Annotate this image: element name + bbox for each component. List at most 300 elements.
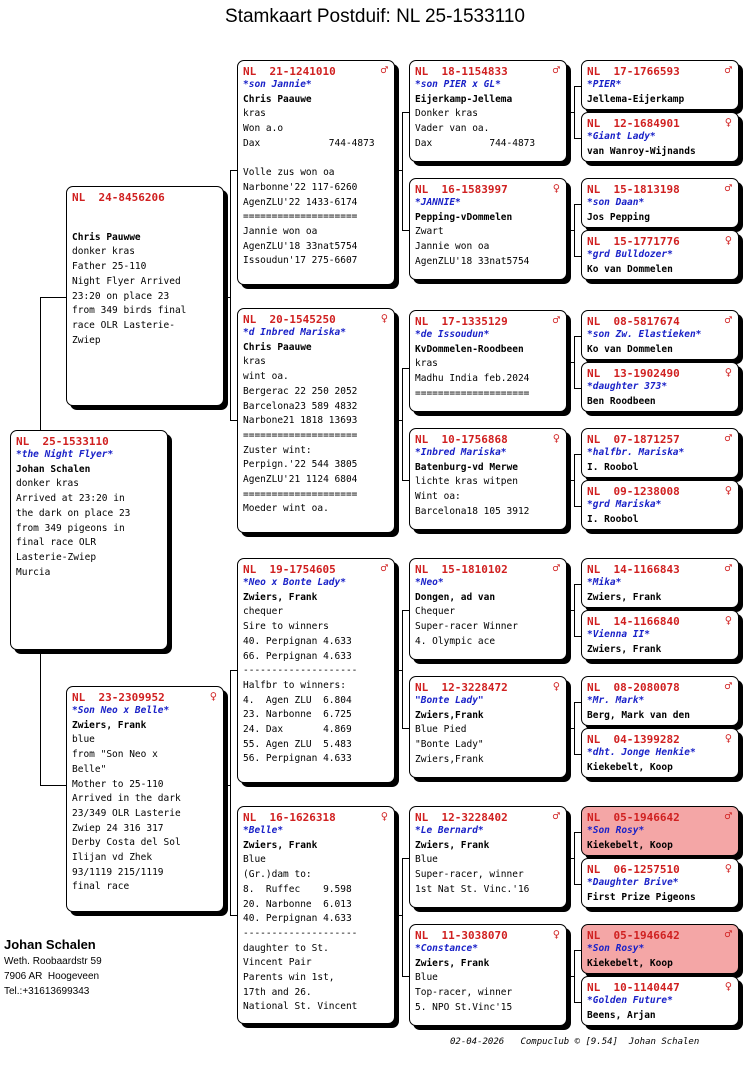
card-line: 1st Nat St. Vinc.'16: [415, 883, 530, 895]
card-line: Narbonne'22 117-6260: [243, 181, 358, 193]
card-line: Issoudun'17 275-6607: [243, 255, 358, 267]
breeder-name: Jellema-Eijerkamp: [587, 93, 685, 105]
breeder-name: Chris Pauwwe: [72, 231, 141, 243]
card-line: Zwiep: [72, 334, 101, 346]
card-line: 5. NPO St.Vinc'15: [415, 1001, 513, 1013]
ring-number: NL 04-1399282: [587, 733, 680, 746]
ring-number: NL 07-1871257: [587, 433, 680, 446]
pigeon-name: *son Jannie*: [243, 79, 312, 90]
card-line: [72, 216, 220, 231]
pigeon-name: "Bonte Lady": [415, 695, 484, 706]
card-line: 8. Ruffec 9.598: [243, 883, 352, 895]
breeder-name: Chris Paauwe: [243, 341, 312, 353]
pigeon-name: *son Daan*: [587, 197, 645, 208]
female-symbol-icon: ♀: [724, 731, 732, 745]
connector-line: [574, 636, 581, 637]
pigeon-card: [10, 430, 168, 650]
connector-line: [567, 230, 574, 231]
card-line: from 349 pigeons in: [16, 522, 125, 534]
female-symbol-icon: ♀: [380, 311, 388, 325]
card-line: Zwiers,Frank: [415, 753, 484, 765]
card-line: ====================: [243, 429, 358, 441]
pigeon-card: [66, 186, 224, 406]
connector-line: [574, 388, 581, 389]
card-line: final race: [72, 881, 130, 893]
ring-number: NL 16-1626318: [243, 811, 336, 824]
card-line: Dax 744-4873: [415, 137, 536, 149]
pigeon-name: *Constance*: [415, 943, 478, 954]
card-line: 24. Dax 4.869: [243, 724, 352, 736]
pigeon-name: *de Issoudun*: [415, 329, 490, 340]
connector-line: [574, 702, 575, 754]
breeder-name: Zwiers, Frank: [415, 839, 490, 851]
ring-number: NL 23-2309952: [72, 691, 165, 704]
pigeon-card: [409, 558, 567, 660]
card-line: Ilijan vd Zhek: [72, 852, 153, 864]
connector-line: [574, 832, 575, 884]
card-line: from 349 birds final: [72, 305, 187, 317]
pigeon-name: *Neo*: [415, 577, 444, 588]
connector-line: [574, 584, 581, 585]
connector-line: [402, 610, 403, 728]
pigeon-name: *the Night Flyer*: [16, 449, 114, 460]
connector-line: [402, 112, 409, 113]
card-line: Lasterie-Zwiep: [16, 551, 97, 563]
card-line: Blue: [243, 854, 266, 866]
card-line: Blue: [415, 972, 438, 984]
card-line: Perpign.'22 544 3805: [243, 459, 358, 471]
female-symbol-icon: ♀: [552, 927, 560, 941]
pigeon-card: [237, 308, 395, 533]
breeder-name: Zwiers, Frank: [243, 591, 318, 603]
pigeon-card: [581, 610, 739, 660]
card-line: Mother to 25-110: [72, 778, 164, 790]
pigeon-name: *Daughter Brive*: [587, 877, 679, 888]
pigeon-name: *Neo x Bonte Lady*: [243, 577, 346, 588]
connector-line: [402, 976, 409, 977]
connector-line: [40, 297, 66, 298]
connector-line: [574, 950, 581, 951]
connector-line: [574, 336, 581, 337]
ring-number: NL 05-1946642: [587, 929, 680, 942]
pigeon-name: *daughter 373*: [587, 381, 668, 392]
card-line: Blue Pied: [415, 724, 467, 736]
owner-phone: Tel.:+31613699343: [4, 986, 90, 997]
pigeon-name: *Son Neo x Belle*: [72, 705, 170, 716]
card-line: Arrived at 23:20 in: [16, 493, 125, 505]
pigeon-name: *grd Bulldozer*: [587, 249, 673, 260]
connector-line: [402, 112, 403, 230]
pigeon-card: [581, 112, 739, 162]
pigeon-name: *Giant Lady*: [587, 131, 656, 142]
female-symbol-icon: ♀: [724, 613, 732, 627]
breeder-name: Kiekebelt, Koop: [587, 957, 673, 969]
pigeon-name: *Son Rosy*: [587, 825, 645, 836]
pigeon-card: [581, 858, 739, 908]
connector-line: [574, 86, 575, 138]
card-line: blue: [72, 734, 95, 746]
card-line: Derby Costa del Sol: [72, 837, 181, 849]
pigeon-card: [581, 676, 739, 726]
connector-line: [230, 170, 231, 420]
ring-number: NL 15-1771776: [587, 235, 680, 248]
male-symbol-icon: ♂: [380, 561, 388, 575]
card-line: Donker kras: [415, 108, 478, 120]
card-line: Volle zus won oa: [243, 167, 335, 179]
connector-line: [574, 754, 581, 755]
card-line: Chequer: [415, 606, 456, 618]
pigeon-card: [237, 60, 395, 285]
card-line: from "Son Neo x: [72, 749, 158, 761]
ring-number: NL 12-1684901: [587, 117, 680, 130]
male-symbol-icon: ♂: [552, 809, 560, 823]
card-line: [243, 152, 391, 167]
connector-line: [395, 170, 402, 171]
breeder-name: Pepping-vDommelen: [415, 211, 513, 223]
connector-line: [574, 86, 581, 87]
male-symbol-icon: ♂: [552, 63, 560, 77]
card-line: Wint oa:: [415, 491, 461, 503]
pigeon-card: [581, 60, 739, 110]
male-symbol-icon: ♂: [724, 679, 732, 693]
connector-line: [230, 170, 237, 171]
connector-line: [567, 362, 574, 363]
card-line: 66. Perpignan 4.633: [243, 650, 352, 662]
breeder-name: Zwiers, Frank: [243, 839, 318, 851]
pigeon-name: *Mr. Mark*: [587, 695, 645, 706]
pigeon-card: [409, 310, 567, 412]
breeder-name: Zwiers, Frank: [587, 643, 662, 655]
card-line: 17th and 26.: [243, 986, 312, 998]
card-line: "Bonte Lady": [415, 739, 484, 751]
connector-line: [574, 454, 581, 455]
female-symbol-icon: ♀: [724, 483, 732, 497]
connector-line: [402, 858, 409, 859]
pigeon-name: *Vienna II*: [587, 629, 650, 640]
page-title: Stamkaart Postduif: NL 25-1533110: [225, 6, 525, 27]
male-symbol-icon: ♂: [380, 63, 388, 77]
card-line: Moeder wint oa.: [243, 503, 329, 515]
connector-line: [402, 368, 409, 369]
female-symbol-icon: ♀: [552, 679, 560, 693]
card-line: --------------------: [243, 927, 358, 939]
card-line: Zwart: [415, 226, 444, 238]
card-line: 23:20 on place 23: [72, 290, 170, 302]
card-line: AgenZLU'18 33nat5754: [415, 255, 530, 267]
breeder-name: Kiekebelt, Koop: [587, 761, 673, 773]
breeder-name: Zwiers,Frank: [415, 709, 484, 721]
pigeon-card: [581, 310, 739, 360]
card-line: --------------------: [243, 665, 358, 677]
breeder-name: Berg, Mark van den: [587, 709, 690, 721]
card-line: AgenZLU'18 33nat5754: [243, 240, 358, 252]
pigeon-card: [581, 558, 739, 608]
breeder-name: I. Roobol: [587, 513, 639, 525]
ring-number: NL 11-3038070: [415, 929, 508, 942]
female-symbol-icon: ♀: [552, 181, 560, 195]
pigeon-card: [409, 806, 567, 908]
card-line: Super-racer, winner: [415, 869, 524, 881]
pigeon-name: *Son Rosy*: [587, 943, 645, 954]
pigeon-name: *son Zw. Elastieken*: [587, 329, 702, 340]
card-line: Vader van oa.: [415, 123, 490, 135]
card-line: Zuster wint:: [243, 444, 312, 456]
owner-address: Weth. Roobaardstr 59: [4, 956, 102, 967]
pigeon-card: [409, 178, 567, 280]
pigeon-name: *grd Mariska*: [587, 499, 662, 510]
card-line: Narbone21 1818 13693: [243, 415, 358, 427]
card-line: Jannie won oa: [415, 241, 490, 253]
owner-city: 7906 AR Hoogeveen: [4, 971, 100, 982]
card-line: Sire to winners: [243, 621, 329, 633]
female-symbol-icon: ♀: [380, 809, 388, 823]
breeder-name: Eijerkamp-Jellema: [415, 93, 513, 105]
pigeon-name: *d Inbred Mariska*: [243, 327, 346, 338]
pigeon-card: [66, 686, 224, 912]
pigeon-name: *Le Bernard*: [415, 825, 484, 836]
connector-line: [230, 670, 231, 915]
pigeon-name: *Mika*: [587, 577, 622, 588]
breeder-name: Batenburg-vd Merwe: [415, 461, 518, 473]
connector-line: [402, 480, 409, 481]
card-line: ====================: [243, 211, 358, 223]
ring-number: NL 06-1257510: [587, 863, 680, 876]
male-symbol-icon: ♂: [724, 809, 732, 823]
ring-number: NL 15-1813198: [587, 183, 680, 196]
pigeon-card: [409, 428, 567, 530]
ring-number: NL 16-1583997: [415, 183, 508, 196]
pigeon-card: [581, 480, 739, 530]
connector-line: [574, 138, 581, 139]
pigeon-card: [409, 60, 567, 162]
card-line: Night Flyer Arrived: [72, 275, 181, 287]
card-line: 20. Narbonne 6.013: [243, 898, 352, 910]
card-line: donker kras: [16, 478, 79, 490]
pigeon-card: [581, 178, 739, 228]
breeder-name: Zwiers, Frank: [72, 719, 147, 731]
ring-number: NL 10-1756868: [415, 433, 508, 446]
connector-line: [567, 728, 574, 729]
card-line: lichte kras witpen: [415, 476, 518, 488]
card-line: the dark on place 23: [16, 507, 131, 519]
pigeon-card: [237, 806, 395, 1024]
card-line: 4. Olympic ace: [415, 635, 496, 647]
male-symbol-icon: ♂: [724, 431, 732, 445]
female-symbol-icon: ♀: [724, 115, 732, 129]
card-line: chequer: [243, 606, 284, 618]
ring-number: NL 19-1754605: [243, 563, 336, 576]
connector-line: [402, 368, 403, 480]
connector-line: [230, 420, 237, 421]
connector-line: [40, 654, 41, 785]
connector-line: [567, 610, 574, 611]
connector-line: [402, 728, 409, 729]
breeder-name: Ben Roodbeen: [587, 395, 656, 407]
card-line: Vincent Pair: [243, 957, 312, 969]
pigeon-name: *Inbred Mariska*: [415, 447, 507, 458]
connector-line: [567, 858, 574, 859]
pigeon-name: *dht. Jonge Henkie*: [587, 747, 696, 758]
pigeon-name: *PIER*: [587, 79, 622, 90]
male-symbol-icon: ♂: [724, 313, 732, 327]
ring-number: NL 10-1140447: [587, 981, 680, 994]
card-line: Blue: [415, 854, 438, 866]
card-line: Won a.o: [243, 123, 284, 135]
card-line: 40. Perpignan 4.633: [243, 635, 352, 647]
ring-number: NL 20-1545250: [243, 313, 336, 326]
breeder-name: van Wanroy-Wijnands: [587, 145, 696, 157]
breeder-name: Chris Paauwe: [243, 93, 312, 105]
card-line: 40. Perpignan 4.633: [243, 913, 352, 925]
card-line: National St. Vincent: [243, 1001, 358, 1013]
ring-number: NL 12-3228402: [415, 811, 508, 824]
card-line: 55. Agen ZLU 5.483: [243, 738, 352, 750]
breeder-name: Zwiers, Frank: [587, 591, 662, 603]
card-line: donker kras: [72, 246, 135, 258]
ring-number: NL 14-1166840: [587, 615, 680, 628]
female-symbol-icon: ♀: [724, 979, 732, 993]
card-line: daughter to St.: [243, 942, 329, 954]
ring-number: NL 08-5817674: [587, 315, 680, 328]
breeder-name: Dongen, ad van: [415, 591, 496, 603]
female-symbol-icon: ♀: [724, 233, 732, 247]
card-line: kras: [415, 358, 438, 370]
breeder-name: Beens, Arjan: [587, 1009, 656, 1021]
breeder-name: Jos Pepping: [587, 211, 650, 223]
ring-number: NL 25-1533110: [16, 435, 109, 448]
pigeon-card: [409, 924, 567, 1026]
connector-line: [574, 702, 581, 703]
card-line: Halfbr to winners:: [243, 679, 346, 691]
female-symbol-icon: ♀: [552, 431, 560, 445]
card-line: Murcia: [16, 566, 51, 578]
male-symbol-icon: ♂: [552, 313, 560, 327]
connector-line: [574, 950, 575, 1002]
connector-line: [574, 336, 575, 388]
card-line: 93/1119 215/1119: [72, 866, 164, 878]
ring-number: NL 13-1902490: [587, 367, 680, 380]
pigeon-card: [581, 806, 739, 856]
female-symbol-icon: ♀: [724, 365, 732, 379]
connector-line: [395, 915, 402, 916]
card-line: Barcelona23 589 4832: [243, 400, 358, 412]
pigeon-name: *Golden Future*: [587, 995, 673, 1006]
connector-line: [567, 976, 574, 977]
pigeon-name: *Belle*: [243, 825, 284, 836]
pigeon-card: [581, 362, 739, 412]
connector-line: [574, 832, 581, 833]
connector-line: [40, 785, 66, 786]
connector-line: [574, 584, 575, 636]
ring-number: NL 17-1335129: [415, 315, 508, 328]
card-line: Father 25-110: [72, 261, 147, 273]
breeder-name: I. Roobol: [587, 461, 639, 473]
male-symbol-icon: ♂: [724, 927, 732, 941]
card-line: Top-racer, winner: [415, 987, 513, 999]
ring-number: NL 17-1766593: [587, 65, 680, 78]
breeder-name: KvDommelen-Roodbeen: [415, 343, 524, 355]
pigeon-name: *halfbr. Mariska*: [587, 447, 685, 458]
ring-number: NL 14-1166843: [587, 563, 680, 576]
card-line: (Gr.)dam to:: [243, 869, 312, 881]
card-line: 56. Perpignan 4.633: [243, 753, 352, 765]
breeder-name: Ko van Dommelen: [587, 263, 673, 275]
card-line: ====================: [243, 488, 358, 500]
card-line: Jannie won oa: [243, 226, 318, 238]
card-line: ====================: [415, 387, 530, 399]
connector-line: [224, 785, 230, 786]
breeder-name: First Prize Pigeons: [587, 891, 696, 903]
pigeon-card: [581, 976, 739, 1026]
connector-line: [574, 204, 581, 205]
card-line: race OLR Lasterie-: [72, 319, 175, 331]
pigeon-name: *son PIER x GL*: [415, 79, 501, 90]
connector-line: [574, 1002, 581, 1003]
female-symbol-icon: ♀: [724, 861, 732, 875]
connector-line: [402, 230, 409, 231]
card-line: AgenZLU'22 1433-6174: [243, 196, 358, 208]
card-line: Bergerac 22 250 2052: [243, 385, 358, 397]
ring-number: NL 24-8456206: [72, 191, 165, 204]
pigeon-card: [581, 924, 739, 974]
connector-line: [230, 915, 237, 916]
connector-line: [574, 204, 575, 256]
ring-number: NL 12-3228472: [415, 681, 508, 694]
card-line: Barcelona18 105 3912: [415, 505, 530, 517]
ring-number: NL 21-1241010: [243, 65, 336, 78]
pigeon-card: [581, 728, 739, 778]
connector-line: [395, 670, 402, 671]
connector-line: [567, 480, 574, 481]
male-symbol-icon: ♂: [724, 63, 732, 77]
card-line: Arrived in the dark: [72, 793, 181, 805]
connector-line: [395, 420, 402, 421]
connector-line: [230, 670, 237, 671]
breeder-name: Ko van Dommelen: [587, 343, 673, 355]
card-line: wint oa.: [243, 371, 289, 383]
footer-credit: 02-04-2026 Compuclub © [9.54] Johan Schalen: [450, 1037, 700, 1047]
card-line: 23. Narbonne 6.725: [243, 709, 352, 721]
male-symbol-icon: ♂: [724, 561, 732, 575]
card-line: Madhu India feb.2024: [415, 373, 530, 385]
breeder-name: Johan Schalen: [16, 463, 91, 475]
card-line: Super-racer Winner: [415, 621, 518, 633]
owner-block: [4, 936, 102, 999]
pigeon-name: *JANNIE*: [415, 197, 461, 208]
connector-line: [574, 454, 575, 506]
connector-line: [574, 256, 581, 257]
connector-line: [40, 297, 41, 430]
card-line: Parents win 1st,: [243, 972, 335, 984]
male-symbol-icon: ♂: [552, 561, 560, 575]
card-line: Zwiep 24 316 317: [72, 822, 164, 834]
card-line: kras: [243, 108, 266, 120]
connector-line: [402, 610, 409, 611]
card-line: kras: [243, 356, 266, 368]
connector-line: [402, 858, 403, 976]
ring-number: NL 15-1810102: [415, 563, 508, 576]
connector-line: [574, 884, 581, 885]
breeder-name: Zwiers, Frank: [415, 957, 490, 969]
card-line: Belle": [72, 763, 107, 775]
card-line: AgenZLU'21 1124 6804: [243, 474, 358, 486]
ring-number: NL 18-1154833: [415, 65, 508, 78]
card-line: 4. Agen ZLU 6.804: [243, 694, 352, 706]
female-symbol-icon: ♀: [209, 689, 217, 703]
breeder-name: Kiekebelt, Koop: [587, 839, 673, 851]
pigeon-card: [409, 676, 567, 778]
card-line: 23/349 OLR Lasterie: [72, 807, 181, 819]
